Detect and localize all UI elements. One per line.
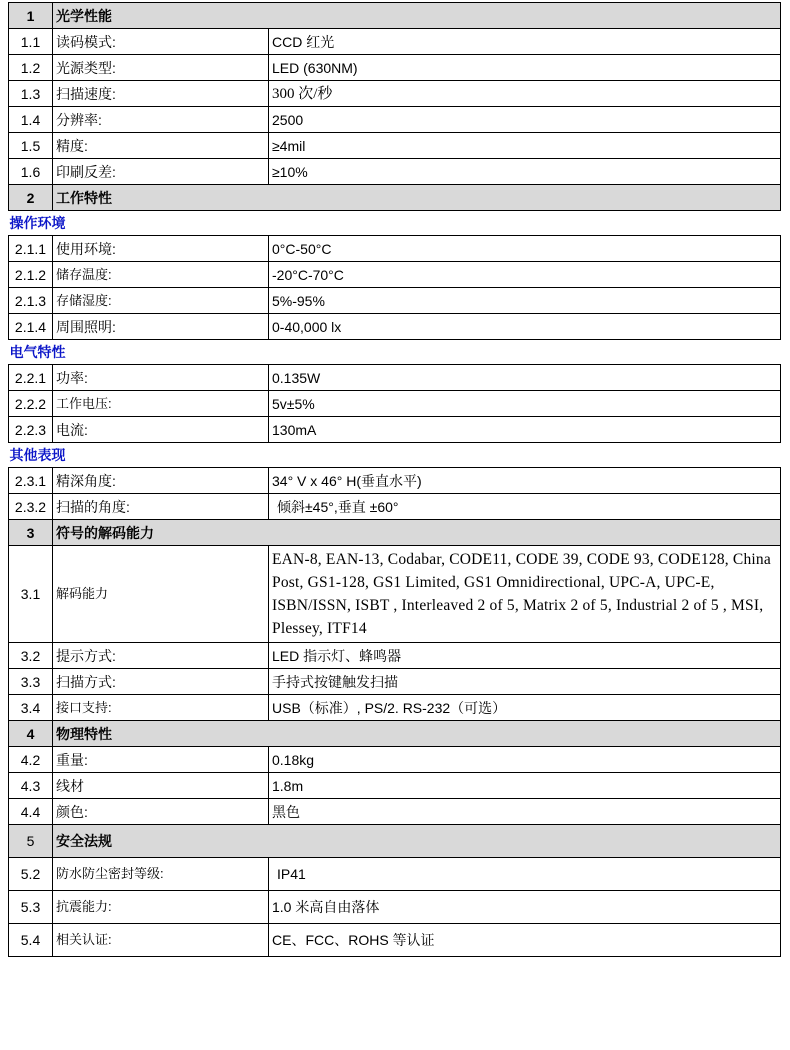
- row-value: 300 次/秒: [269, 81, 781, 107]
- table-row: [9, 643, 781, 669]
- row-number: 2.1.2: [9, 262, 53, 288]
- row-label: 接口支持:: [53, 695, 269, 721]
- row-value: 0.18kg: [269, 747, 781, 773]
- row-number: 2.2.2: [9, 391, 53, 417]
- row-value: 手持式按键触发扫描: [269, 669, 781, 695]
- table-row: [9, 365, 781, 391]
- row-value: 5%-95%: [269, 288, 781, 314]
- row-value: 130mA: [269, 417, 781, 443]
- row-number: 1.5: [9, 133, 53, 159]
- row-value: 0°C-50°C: [269, 236, 781, 262]
- row-label: 功率:: [53, 365, 269, 391]
- row-number: 1.1: [9, 29, 53, 55]
- row-value: CCD 红光: [269, 29, 781, 55]
- table-row: [9, 159, 781, 185]
- row-value: 0-40,000 lx: [269, 314, 781, 340]
- row-value-symbologies: EAN-8, EAN-13, Codabar, CODE11, CODE 39, CODE 93, CODE128, China Post, GS1-128, GS1 Limited, GS1 Omnidirectional, UPC-A, UPC-E, ISBN/ISSN, ISBT , Interleaved 2 of 5, Matrix 2 of 5, Industrial 2 of 5 , MSI, Plessey, ITF14: [269, 546, 781, 643]
- row-number: 1.3: [9, 81, 53, 107]
- row-number: 5.3: [9, 891, 53, 924]
- table-row: [9, 314, 781, 340]
- row-number: 2.3.2: [9, 494, 53, 520]
- row-value: IP41: [269, 858, 781, 891]
- subsection-electrical: [9, 340, 781, 365]
- section-title: 工作特性: [53, 185, 781, 211]
- table-row: [9, 29, 781, 55]
- row-number: 1.6: [9, 159, 53, 185]
- section-number: 4: [9, 721, 53, 747]
- row-number: 2.3.1: [9, 468, 53, 494]
- section-number: 2: [9, 185, 53, 211]
- row-label: 周围照明:: [53, 314, 269, 340]
- table-row: [9, 262, 781, 288]
- row-value: -20°C-70°C: [269, 262, 781, 288]
- row-number: 1.2: [9, 55, 53, 81]
- row-value: 34° V x 46° H(垂直水平): [269, 468, 781, 494]
- row-label: 印刷反差:: [53, 159, 269, 185]
- row-number: 2.1.4: [9, 314, 53, 340]
- row-label: 电流:: [53, 417, 269, 443]
- table-row: [9, 288, 781, 314]
- row-number: 3.3: [9, 669, 53, 695]
- table-row: [9, 133, 781, 159]
- row-label: 防水防尘密封等级:: [53, 858, 269, 891]
- table-row: [9, 747, 781, 773]
- table-row: [9, 773, 781, 799]
- row-label: 工作电压:: [53, 391, 269, 417]
- table-row: [9, 468, 781, 494]
- subsection-operating-environment: [9, 211, 781, 236]
- row-number: 2.2.3: [9, 417, 53, 443]
- section-title: 光学性能: [53, 3, 781, 29]
- section-number: 1: [9, 3, 53, 29]
- row-number: 2.1.1: [9, 236, 53, 262]
- table-row: [9, 494, 781, 520]
- row-number: 5.2: [9, 858, 53, 891]
- table-row: [9, 695, 781, 721]
- row-label: 线材: [53, 773, 269, 799]
- row-label: 精深角度:: [53, 468, 269, 494]
- row-number: 3.1: [9, 546, 53, 643]
- row-value: LED (630NM): [269, 55, 781, 81]
- row-value: 1.0 米高自由落体: [269, 891, 781, 924]
- row-number: 2.2.1: [9, 365, 53, 391]
- row-value: ≥10%: [269, 159, 781, 185]
- row-value: 5v±5%: [269, 391, 781, 417]
- row-label: 扫描速度:: [53, 81, 269, 107]
- row-value: ≥4mil: [269, 133, 781, 159]
- row-value: 倾斜±45°,垂直 ±60°: [269, 494, 781, 520]
- row-label: 扫描方式:: [53, 669, 269, 695]
- row-value: USB（标准）, PS/2. RS-232（可选）: [269, 695, 781, 721]
- row-label: 光源类型:: [53, 55, 269, 81]
- table-row: [9, 858, 781, 891]
- section-header-decoding: [9, 520, 781, 546]
- row-value: LED 指示灯、蜂鸣器: [269, 643, 781, 669]
- row-value: CE、FCC、ROHS 等认证: [269, 924, 781, 957]
- section-title: 物理特性: [53, 721, 781, 747]
- section-header-optical: [9, 3, 781, 29]
- table-row: [9, 891, 781, 924]
- table-row: [9, 81, 781, 107]
- row-value: 黑色: [269, 799, 781, 825]
- section-number: 3: [9, 520, 53, 546]
- row-label: 相关认证:: [53, 924, 269, 957]
- table-row: [9, 924, 781, 957]
- row-number: 4.2: [9, 747, 53, 773]
- spec-table: [8, 2, 781, 957]
- row-label: 读码模式:: [53, 29, 269, 55]
- row-value: 1.8m: [269, 773, 781, 799]
- subsection-title: 操作环境: [9, 211, 781, 236]
- row-label: 存储湿度:: [53, 288, 269, 314]
- table-row: [9, 669, 781, 695]
- section-title: 安全法规: [53, 825, 781, 858]
- row-label: 抗震能力:: [53, 891, 269, 924]
- row-number: 1.4: [9, 107, 53, 133]
- table-row: [9, 546, 781, 643]
- row-value: 2500: [269, 107, 781, 133]
- row-label: 储存温度:: [53, 262, 269, 288]
- section-number: 5: [9, 825, 53, 858]
- row-number: 3.4: [9, 695, 53, 721]
- row-label: 提示方式:: [53, 643, 269, 669]
- row-label: 扫描的角度:: [53, 494, 269, 520]
- table-row: [9, 417, 781, 443]
- row-number: 4.4: [9, 799, 53, 825]
- subsection-other: [9, 443, 781, 468]
- row-label: 解码能力: [53, 546, 269, 643]
- table-row: [9, 236, 781, 262]
- table-row: [9, 107, 781, 133]
- row-label: 重量:: [53, 747, 269, 773]
- row-number: 3.2: [9, 643, 53, 669]
- table-row: [9, 55, 781, 81]
- row-value: 0.135W: [269, 365, 781, 391]
- table-row: [9, 799, 781, 825]
- row-number: 2.1.3: [9, 288, 53, 314]
- row-number: 4.3: [9, 773, 53, 799]
- row-label: 精度:: [53, 133, 269, 159]
- row-label: 颜色:: [53, 799, 269, 825]
- subsection-title: 其他表现: [9, 443, 781, 468]
- row-label: 分辨率:: [53, 107, 269, 133]
- section-header-safety: [9, 825, 781, 858]
- row-number: 5.4: [9, 924, 53, 957]
- section-header-working: [9, 185, 781, 211]
- subsection-title: 电气特性: [9, 340, 781, 365]
- row-label: 使用环境:: [53, 236, 269, 262]
- table-row: [9, 391, 781, 417]
- section-header-physical: [9, 721, 781, 747]
- section-title: 符号的解码能力: [53, 520, 781, 546]
